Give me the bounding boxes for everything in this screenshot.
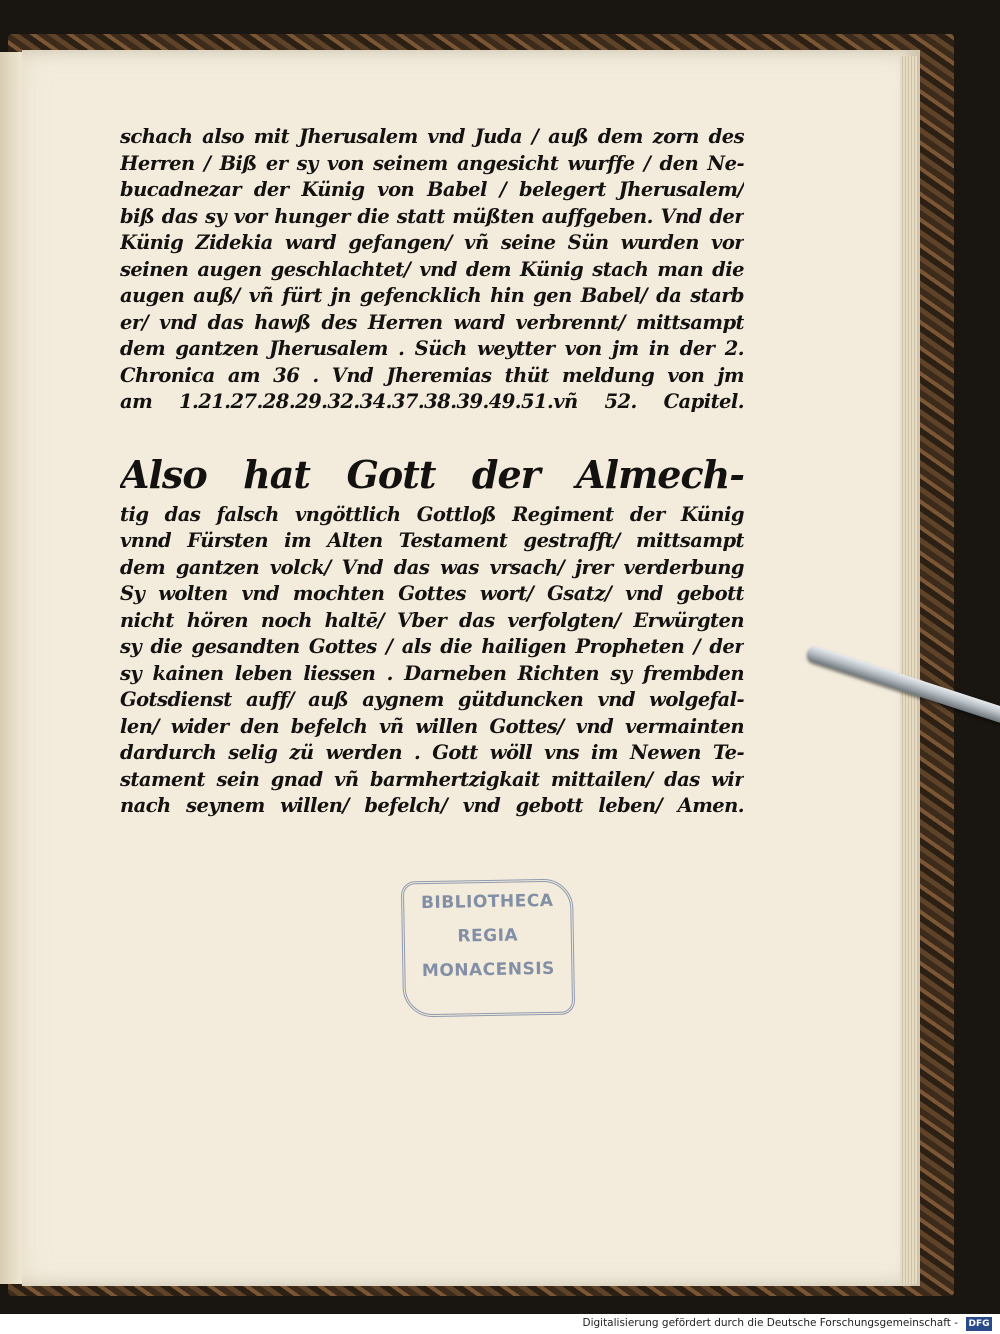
- text-line: Chronica am 36 . Vnd Jheremias thüt meldung von jm: [120, 363, 744, 387]
- section-line: dardurch selig zü werden . Gott wöll vns im Newen Te-: [120, 741, 744, 764]
- section-line: Sy wolten vnd mochten Gottes wort/ Gsatz/ vnd gebott: [120, 582, 744, 605]
- section-heading: Also hat Gott der Almech-: [120, 451, 744, 497]
- footer-bar: [0, 1314, 1000, 1334]
- text-line: bucadnezar der Künig von Babel / belegert Jherusalem/: [120, 178, 744, 201]
- stamp-line: BIBLIOTHECA: [420, 890, 554, 914]
- section-line: Gotsdienst auff/ auß aygnem gütduncken vnd wolgefal-: [120, 688, 744, 711]
- stamp-line: REGIA: [457, 925, 519, 947]
- text-line: schach also mit Jherusalem vnd Juda / auß dem zorn des: [120, 125, 744, 148]
- page-text-block: [120, 124, 744, 820]
- text-line: dem gantzen Jherusalem . Süch weytter von jm in der 2.: [120, 337, 744, 360]
- section-line: sy kainen leben liessen . Darneben Richten sy frembden: [120, 661, 744, 685]
- facing-page-edge: [0, 52, 23, 1284]
- text-line: seinen augen geschlachtet/ vnd dem Künig stach man die: [120, 257, 744, 281]
- text-line: Herren / Biß er sy von seinem angesicht wurffe / den Ne-: [120, 151, 744, 175]
- section-line: nicht hören noch haltē/ Vber das verfolgten/ Erwürgten: [120, 608, 744, 632]
- section-line: tig das falsch vngöttlich Gottloß Regiment der Künig: [120, 502, 744, 526]
- section-line: nach seynem willen/ befelch/ vnd gebott leben/ Amen.: [120, 794, 744, 817]
- section-gap: [120, 416, 744, 448]
- section-line: sy die gesandten Gottes / als die hailigen Propheten / der: [120, 635, 744, 658]
- stamp-line: MONACENSIS: [421, 958, 555, 982]
- funding-credit: Digitalisierung gefördert durch die Deutsche Forschungsgemeinschaft -: [582, 1317, 958, 1329]
- page-fore-edge: [900, 56, 918, 1284]
- section-line: stament sein gnad vñ barmhertzigkait mittailen/ das wir: [120, 767, 744, 791]
- library-stamp-icon: [401, 879, 575, 1018]
- text-line: er/ vnd das hawß des Herren ward verbrennt/ mittsampt: [120, 310, 744, 334]
- dfg-logo-icon: DFG: [966, 1317, 992, 1331]
- text-line: augen auß/ vñ fürt jn gefencklich hin gen Babel/ da starb: [120, 284, 744, 307]
- text-line: biß das sy vor hunger die statt müßten auffgeben. Vnd der: [120, 204, 744, 228]
- text-line: am 1.21.27.28.29.32.34.37.38.39.49.51.vñ 52. Capitel.: [120, 390, 744, 413]
- section-line: vnnd Fürsten im Alten Testament gestrafft/ mittsampt: [120, 529, 744, 552]
- text-line: Künig Zidekia ward gefangen/ vñ seine Sün wurden vor: [120, 231, 744, 254]
- section-line: dem gantzen volck/ Vnd das was vrsach/ jrer verderbung: [120, 555, 744, 579]
- section-line: len/ wider den befelch vñ willen Gottes/ vnd vermainten: [120, 714, 744, 738]
